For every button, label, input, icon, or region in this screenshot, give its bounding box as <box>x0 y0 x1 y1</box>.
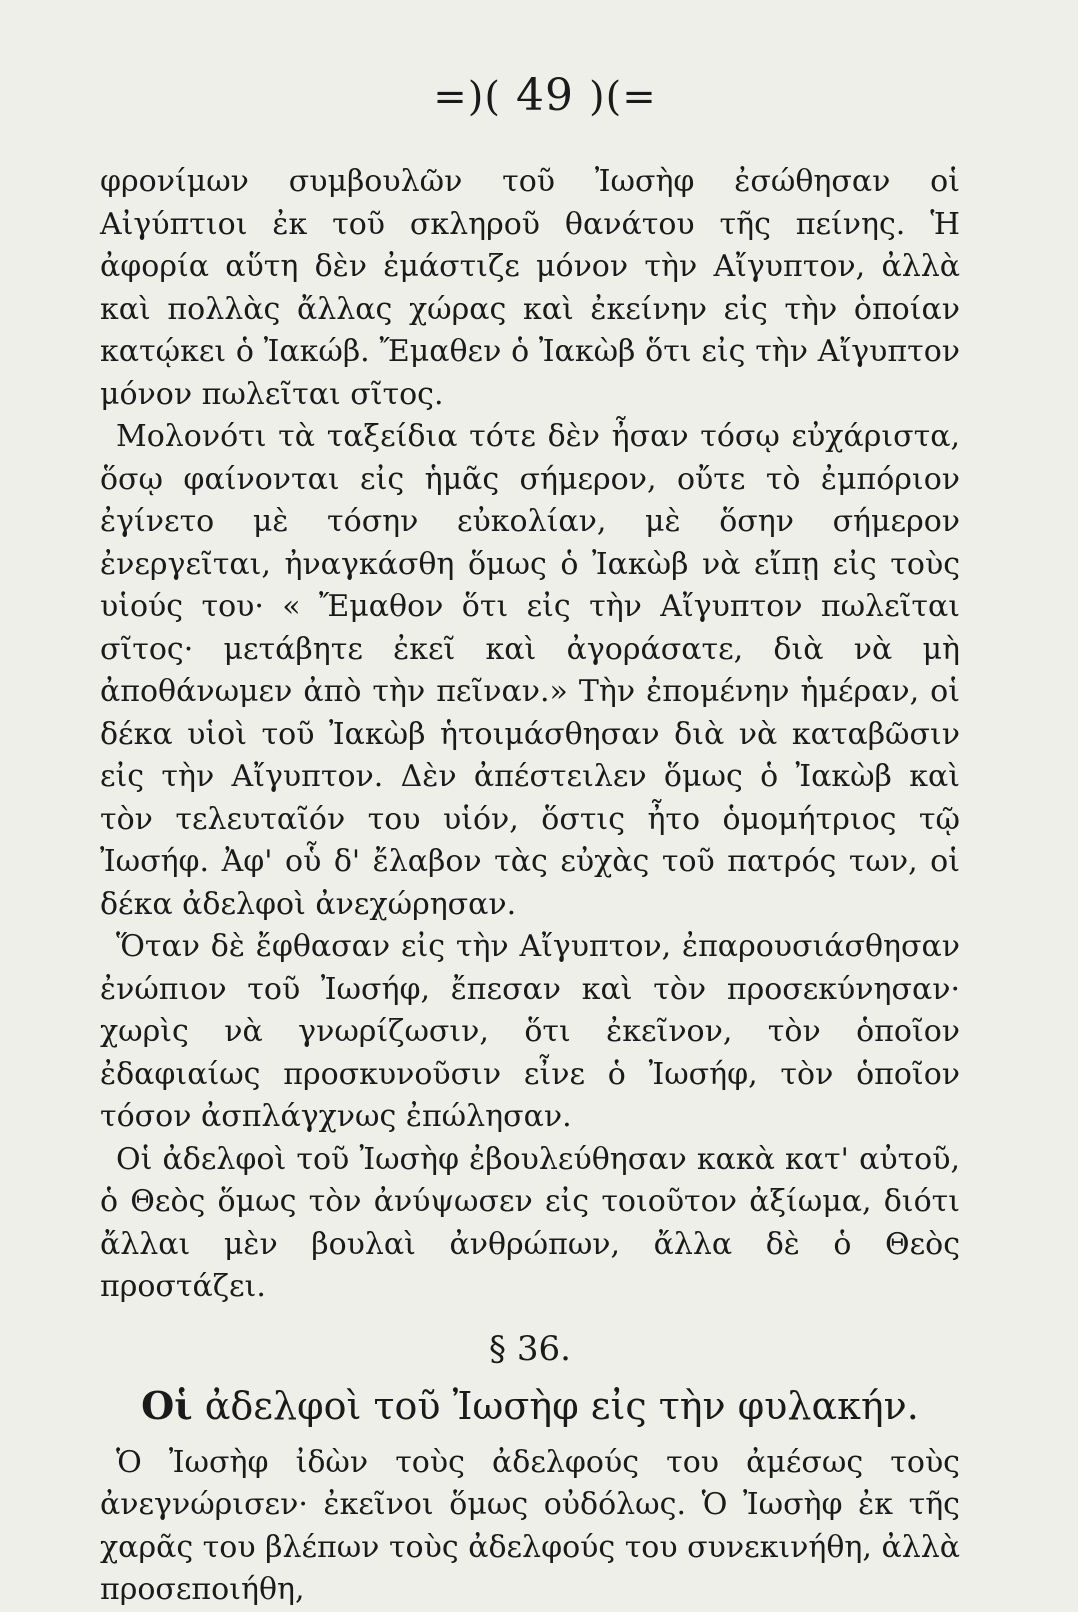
section-title-text: ἀδελφοὶ τοῦ Ἰωσὴφ εἰς τὴν φυλακήν. <box>192 1383 919 1428</box>
paragraph-1: φρονίμων συμβουλῶν τοῦ Ἰωσὴφ ἐσώθησαν οἱ Αἰγύπτιοι ἐκ τοῦ σκληροῦ θανάτου τῆς πείνης. Ἡ ἀφορία αὕτη δὲν ἐμάστιζε μόνον τὴν Αἴγυπτον, ἀλλὰ καὶ πολλὰς ἄλλας χώρας καὶ ἐκείνην εἰς τὴν ὁποίαν κατῴκει ὁ Ἰακώβ. Ἔμαθεν ὁ Ἰακὼβ ὅτι εἰς τὴν Αἴγυπτον μόνον πωλεῖται σῖτος. <box>100 164 960 412</box>
right-ornament: )(= <box>589 74 657 120</box>
paragraph-3: Ὅταν δὲ ἔφθασαν εἰς τὴν Αἴγυπτον, ἐπαρουσιάσθησαν ἐνώπιον τοῦ Ἰωσήφ, ἔπεσαν καὶ τὸν προσεκύνησαν· χωρὶς νὰ γνωρίζωσιν, ὅτι ἐκεῖνον, τὸν ὁποῖον ἐδαφιαίως προσκυνοῦσιν εἶνε ὁ Ἰωσήφ, τὸν ὁποῖον τόσον ἀσπλάγχνως ἐπώλησαν. <box>100 929 960 1134</box>
page-header <box>130 70 960 121</box>
paragraph-4: Οἱ ἀδελφοὶ τοῦ Ἰωσὴφ ἐβουλεύθησαν κακὰ κατ' αὐτοῦ, ὁ Θεὸς ὅμως τὸν ἀνύψωσεν εἰς τοιοῦτον ἀξίωμα, διότι ἄλλαι μὲν βουλαὶ ἀνθρώπων, ἄλλα δὲ ὁ Θεὸς προστάζει. <box>100 1141 960 1304</box>
page-number: 49 <box>516 70 574 121</box>
section-title-initial: Οἱ <box>141 1382 193 1428</box>
paragraph-2: Μολονότι τὰ ταξείδια τότε δὲν ἦσαν τόσῳ εὐχάριστα, ὅσῳ φαίνονται εἰς ἡμᾶς σήμερον, οὔτε τὸ ἐμπόριον ἐγίνετο μὲ τόσην εὐκολίαν, μὲ ὅσην σήμερον ἐνεργεῖται, ἠναγκάσθη ὅμως ὁ Ἰακὼβ νὰ εἴπῃ εἰς τοὺς υἱούς του· « Ἔμαθον ὅτι εἰς τὴν Αἴγυπτον πωλεῖται σῖτος· μετάβητε ἐκεῖ καὶ ἀγοράσατε, διὰ νὰ μὴ ἀποθάνωμεν ἀπὸ τὴν πεῖναν.» Τὴν ἐπομένην ἡμέραν, οἱ δέκα υἱοὶ τοῦ Ἰακὼβ ἡτοιμάσθησαν διὰ νὰ καταβῶσιν εἰς τὴν Αἴγυπτον. Δὲν ἀπέστειλεν ὅμως ὁ Ἰακὼβ καὶ τὸν τελευταῖόν του υἱόν, ὅστις ἦτο ὁμομήτριος τῷ Ἰωσήφ. Ἀφ' οὗ δ' ἔλαβον τὰς εὐχὰς τοῦ πατρός των, οἱ δέκα ἀδελφοὶ ἀνεχώρησαν. <box>100 419 960 922</box>
left-ornament: =)( <box>433 74 501 120</box>
section-number: § 36. <box>489 1328 571 1369</box>
section-title <box>100 1383 960 1428</box>
paragraph-5: Ὁ Ἰωσὴφ ἰδὼν τοὺς ἀδελφούς του ἀμέσως τοὺς ἀνεγνώρισεν· ἐκεῖνοι ὅμως οὐδόλως. Ὁ Ἰωσὴφ ἐκ τῆς χαρᾶς του βλέπων τοὺς ἀδελφούς του συνεκινήθη, ἀλλὰ προσεποιήθη, <box>100 1444 961 1607</box>
